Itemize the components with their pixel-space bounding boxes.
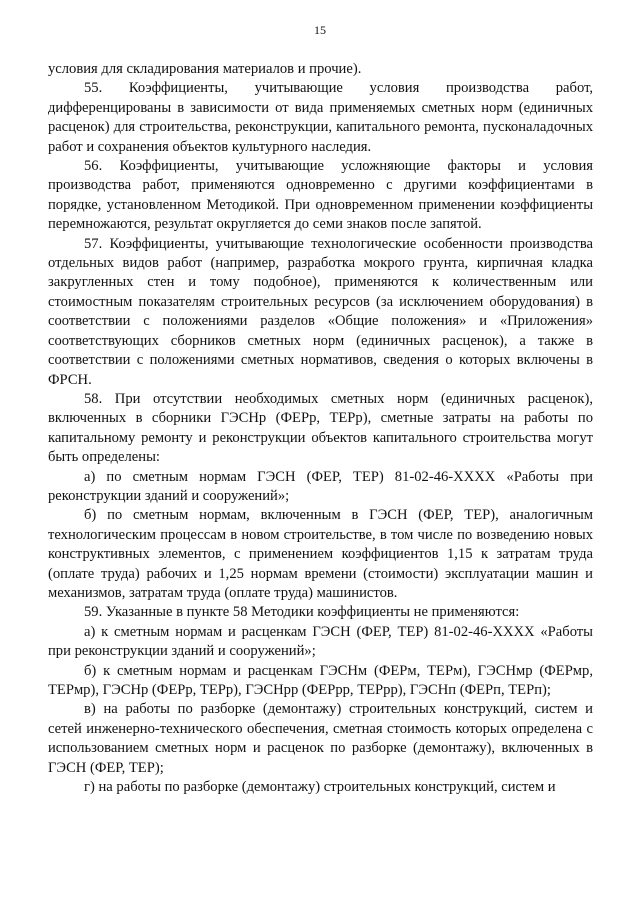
paragraph-55: 55. Коэффициенты, учитывающие условия производства работ, дифференцированы в зависимости от вида применяемых сметных норм (единичных расценок) для строительства, реконструкции, капитального ремонта, пусконаладочных работ и сохранения объектов культурного наследия.: [48, 80, 593, 155]
paragraph-58-b: б) по сметным нормам, включенным в ГЭСН (ФЕР, ТЕР), аналогичным технологическим процессам в новом строительстве, в том числе по возведению новых конструктивных элементов, с применением коэффициентов 1,15 к затратам труда (оплате труда) рабочих и 1,25 нормам времени (стоимости) эксплуатации машин и механизмов, затратам труда (оплате труда) машинистов.: [48, 507, 593, 601]
paragraph-59-v: в) на работы по разборке (демонтажу) строительных конструкций, систем и сетей инженерно-технического обеспечения, сметная стоимость которых определена с использованием сметных норм и расценок по разборке (демонтажу), включенных в ГЭСН (ФЕР, ТЕР);: [48, 701, 593, 776]
paragraph-59: 59. Указанные в пункте 58 Методики коэффициенты не применяются:: [84, 604, 520, 621]
paragraph-59-g: г) на работы по разборке (демонтажу) строительных конструкций, систем и: [84, 779, 556, 796]
paragraph-57: 57. Коэффициенты, учитывающие технологические особенности производства отдельных видов работ (например, разработка мокрого грунта, кирпичная кладка закругленных стен и тому подобное), применяются к количественным или стоимостным показателям строительных ресурсов (за исключением оборудования) в соответствии с положениями разделов «Общие положения» и «Приложения» соответствующих сборников сметных норм (единичных расценок), а также в соответствии с положениями сметных нормативов, сведения о которых включены в ФРСН.: [48, 235, 593, 388]
page-number: 15: [314, 23, 326, 37]
body-text: [48, 60, 593, 797]
paragraph-56: 56. Коэффициенты, учитывающие усложняющие факторы и условия производства работ, применяются одновременно с другими коэффициентами в порядке, установленном Методикой. При одновременном применении коэффициенты перемножаются, результат округляется до семи знаков после запятой.: [48, 158, 593, 233]
paragraph-58-a: а) по сметным нормам ГЭСН (ФЕР, ТЕР) 81-02-46-XXXX «Работы при реконструкции зданий и сооружений»;: [48, 468, 593, 504]
paragraph-continuation: условия для складирования материалов и прочие).: [48, 61, 362, 77]
paragraph-59-b: б) к сметным нормам и расценкам ГЭСНм (ФЕРм, ТЕРм), ГЭСНмр (ФЕРмр, ТЕРмр), ГЭСНр (ФЕРр, ТЕРр), ГЭСНрр (ФЕРрр, ТЕРрр), ГЭСНп (ФЕРп, ТЕРп);: [48, 662, 593, 698]
paragraph-59-a: а) к сметным нормам и расценкам ГЭСН (ФЕР, ТЕР) 81-02-46-XXXX «Работы при реконструкции зданий и сооружений»;: [48, 623, 593, 660]
paragraph-58: 58. При отсутствии необходимых сметных норм (единичных расценок), включенных в сборники ГЭСНр (ФЕРр, ТЕРр), сметные затраты на работы по капитальному ремонту и реконструкции объектов капитального строительства могут быть определены:: [48, 390, 593, 466]
